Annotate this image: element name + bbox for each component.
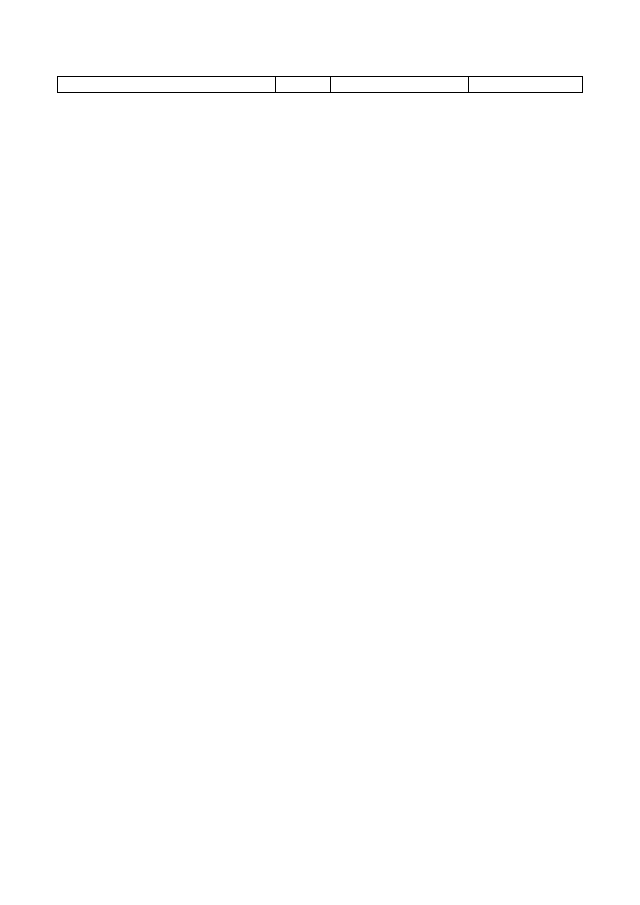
column-header-1 [58, 77, 276, 93]
column-header-3 [331, 77, 469, 93]
column-header-table [57, 76, 583, 93]
column-header-4 [469, 77, 583, 93]
column-header-row [58, 77, 583, 93]
column-header-2 [276, 77, 331, 93]
